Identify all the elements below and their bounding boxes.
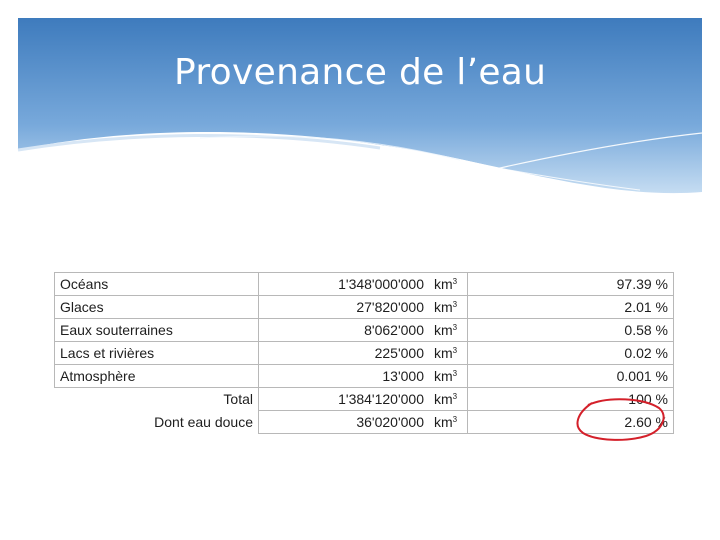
- table-row: [55, 319, 674, 342]
- table-row: [55, 296, 674, 319]
- unit-exponent: 3: [452, 323, 458, 332]
- unit-exponent: 3: [452, 300, 458, 309]
- cell-volume: 27'820'000: [259, 296, 430, 319]
- cell-name: Glaces: [55, 296, 259, 319]
- highlight-circle: [574, 396, 666, 442]
- cell-percent: 2.01 %: [468, 296, 674, 319]
- unit-base: km: [434, 322, 453, 338]
- cell-volume: 1'384'120'000: [259, 388, 430, 411]
- unit-base: km: [434, 299, 453, 315]
- cell-percent: 0.001 %: [468, 365, 674, 388]
- unit-exponent: 3: [452, 392, 458, 401]
- cell-unit: [429, 365, 468, 388]
- cell-percent: 0.02 %: [468, 342, 674, 365]
- cell-unit: [429, 296, 468, 319]
- cell-unit: [429, 319, 468, 342]
- table-row: [55, 365, 674, 388]
- slide-title: Provenance de l’eau: [174, 52, 547, 93]
- cell-name: Total: [55, 388, 259, 411]
- cell-volume: 36'020'000: [259, 411, 430, 434]
- cell-volume: 225'000: [259, 342, 430, 365]
- unit-base: km: [434, 276, 453, 292]
- cell-name: Atmosphère: [55, 365, 259, 388]
- cell-volume: 1'348'000'000: [259, 273, 430, 296]
- cell-name: Eaux souterraines: [55, 319, 259, 342]
- cell-name: Dont eau douce: [55, 411, 259, 434]
- cell-unit: [429, 388, 468, 411]
- cell-volume: 13'000: [259, 365, 430, 388]
- unit-exponent: 3: [452, 346, 458, 355]
- cell-name: Océans: [55, 273, 259, 296]
- unit-exponent: 3: [452, 415, 458, 424]
- unit-base: km: [434, 345, 453, 361]
- cell-percent: 0.58 %: [468, 319, 674, 342]
- cell-unit: [429, 342, 468, 365]
- unit-base: km: [434, 368, 453, 384]
- cell-percent: 2.60 %: [468, 411, 674, 434]
- cell-name: Lacs et rivières: [55, 342, 259, 365]
- cell-unit: [429, 273, 468, 296]
- table-row: [55, 342, 674, 365]
- cell-unit: [429, 411, 468, 434]
- cell-percent: 100 %: [468, 388, 674, 411]
- unit-base: km: [434, 391, 453, 407]
- title-banner: [0, 0, 720, 210]
- table-row: [55, 273, 674, 296]
- unit-base: km: [434, 414, 453, 430]
- cell-percent: 97.39 %: [468, 273, 674, 296]
- unit-exponent: 3: [452, 277, 458, 286]
- unit-exponent: 3: [452, 369, 458, 378]
- cell-volume: 8'062'000: [259, 319, 430, 342]
